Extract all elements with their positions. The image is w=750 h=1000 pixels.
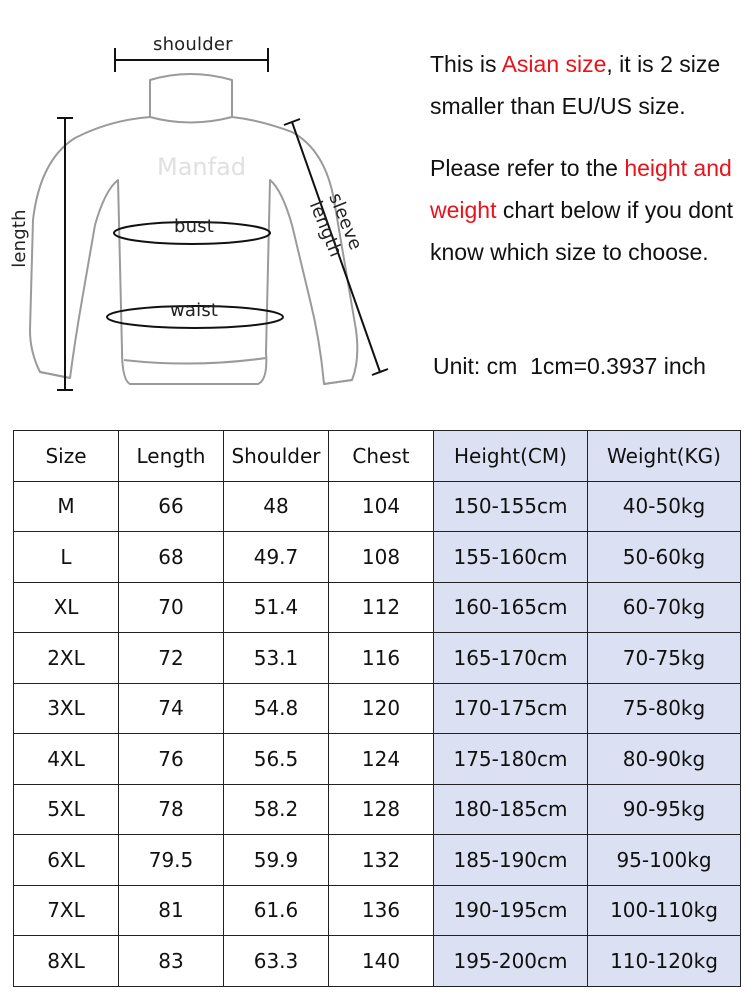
cell-shoulder: 51.4 (224, 582, 329, 633)
notice-text: This is (430, 51, 502, 77)
table-row (14, 784, 741, 835)
cell-height: 175-180cm (434, 734, 588, 785)
cell-height: 190-195cm (434, 885, 588, 936)
cell-length: 76 (119, 734, 224, 785)
cell-weight: 90-95kg (588, 784, 741, 835)
cell-height: 195-200cm (434, 936, 588, 987)
table-row (14, 582, 741, 633)
table-row (14, 633, 741, 684)
notice-text: chart below if you dont know which size to choose. (430, 197, 734, 265)
cell-size: 5XL (14, 784, 119, 835)
shoulder-label: shoulder (153, 34, 233, 55)
cell-size: M (14, 481, 119, 532)
cell-shoulder: 53.1 (224, 633, 329, 684)
cell-size: 2XL (14, 633, 119, 684)
notice-text: Please refer to the (430, 155, 625, 181)
waist-label: waist (170, 300, 219, 321)
cell-size: L (14, 532, 119, 583)
cell-weight: 100-110kg (588, 885, 741, 936)
cell-height: 155-160cm (434, 532, 588, 583)
cell-size: XL (14, 582, 119, 633)
cell-chest: 128 (329, 784, 434, 835)
cell-length: 74 (119, 683, 224, 734)
table-row (14, 683, 741, 734)
cell-weight: 60-70kg (588, 582, 741, 633)
table-row (14, 481, 741, 532)
height-weight-notice (430, 147, 740, 273)
cell-size: 4XL (14, 734, 119, 785)
cell-length: 66 (119, 481, 224, 532)
cell-height: 180-185cm (434, 784, 588, 835)
bust-label: bust (174, 216, 215, 237)
cell-chest: 120 (329, 683, 434, 734)
table-header-row (14, 431, 741, 482)
header-height: Height(CM) (434, 431, 588, 482)
cell-length: 70 (119, 582, 224, 633)
cell-size: 3XL (14, 683, 119, 734)
table-row (14, 936, 741, 987)
unit-note: Unit: cm 1cm=0.3937 inch (433, 353, 706, 379)
cell-length: 81 (119, 885, 224, 936)
table-row (14, 532, 741, 583)
cell-length: 68 (119, 532, 224, 583)
header-weight: Weight(KG) (588, 431, 741, 482)
cell-weight: 40-50kg (588, 481, 741, 532)
header-chest: Chest (329, 431, 434, 482)
cell-height: 165-170cm (434, 633, 588, 684)
cell-shoulder: 48 (224, 481, 329, 532)
cell-shoulder: 61.6 (224, 885, 329, 936)
cell-chest: 136 (329, 885, 434, 936)
cell-chest: 124 (329, 734, 434, 785)
cell-weight: 110-120kg (588, 936, 741, 987)
cell-length: 78 (119, 784, 224, 835)
cell-height: 170-175cm (434, 683, 588, 734)
cell-chest: 104 (329, 481, 434, 532)
sleeve-length-label: sleeve length (304, 190, 367, 261)
cell-shoulder: 54.8 (224, 683, 329, 734)
cell-weight: 95-100kg (588, 835, 741, 886)
cell-height: 185-190cm (434, 835, 588, 886)
cell-length: 83 (119, 936, 224, 987)
watermark-text: Manfad (157, 153, 247, 181)
cell-weight: 75-80kg (588, 683, 741, 734)
measurement-diagram (0, 0, 400, 405)
header-size: Size (14, 431, 119, 482)
cell-size: 6XL (14, 835, 119, 886)
cell-weight: 70-75kg (588, 633, 741, 684)
table-row (14, 835, 741, 886)
cell-shoulder: 49.7 (224, 532, 329, 583)
cell-shoulder: 56.5 (224, 734, 329, 785)
notice-text: , it is 2 size smaller than EU/US size. (430, 51, 721, 119)
cell-shoulder: 58.2 (224, 784, 329, 835)
header-length: Length (119, 431, 224, 482)
header-shoulder: Shoulder (224, 431, 329, 482)
cell-length: 72 (119, 633, 224, 684)
cell-height: 160-165cm (434, 582, 588, 633)
cell-weight: 80-90kg (588, 734, 741, 785)
height-weight-highlight: height and weight (430, 155, 732, 223)
asian-size-notice (430, 43, 740, 127)
cell-shoulder: 63.3 (224, 936, 329, 987)
cell-chest: 112 (329, 582, 434, 633)
cell-size: 8XL (14, 936, 119, 987)
cell-chest: 116 (329, 633, 434, 684)
cell-length: 79.5 (119, 835, 224, 886)
cell-height: 150-155cm (434, 481, 588, 532)
size-table (13, 430, 741, 987)
asian-size-highlight: Asian size (501, 51, 607, 77)
cell-shoulder: 59.9 (224, 835, 329, 886)
table-row (14, 734, 741, 785)
cell-chest: 140 (329, 936, 434, 987)
length-label: length (8, 209, 30, 268)
cell-size: 7XL (14, 885, 119, 936)
table-row (14, 885, 741, 936)
cell-weight: 50-60kg (588, 532, 741, 583)
cell-chest: 132 (329, 835, 434, 886)
cell-chest: 108 (329, 532, 434, 583)
